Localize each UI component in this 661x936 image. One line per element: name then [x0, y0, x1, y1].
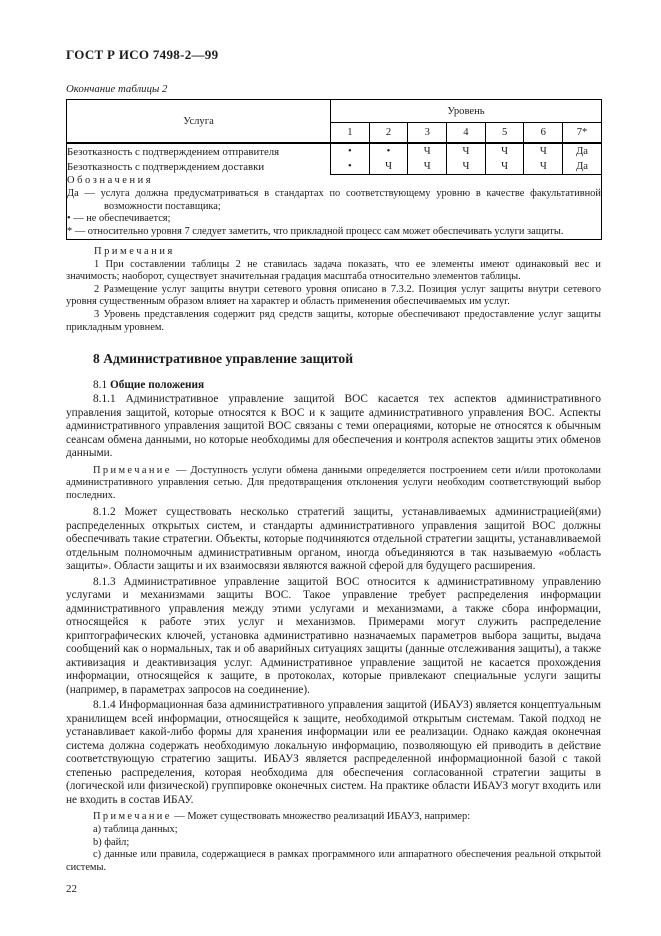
level-cell: Ч: [408, 159, 447, 175]
column-header-service: Услуга: [67, 100, 331, 144]
subsection-title: Общие положения: [109, 379, 205, 392]
page-content: [66, 0, 601, 895]
level-cell: •: [369, 143, 408, 159]
paragraph-8-1-3: 8.1.3 Административное управление защитой ВОС относится к административному управлению услугами и механизмами защиты ВОС. Такое управление требует распределения информации административного управления между этими услугами и механизмами, а также сбора информации, относящейся к работе этих услуг и механизмов. Примерами могут служить распределение криптографических ключей, установка административно назначаемых параметров выбора защиты, выдача сообщений как о нормальных, так и об аварийных ситуациях защиты (данные отслеживания защиты), а также активизация и деактивизация услуг. Административное управление защитой не касается прохождения информации, относящейся к защите, в протоколах, которые привлекают специальные услуги защиты (например, в параметрах запросов на соединение).: [66, 575, 601, 696]
level-header-7: 7*: [563, 123, 602, 144]
note-label: Примечание: [93, 811, 172, 823]
level-cell: Ч: [447, 143, 486, 159]
section-heading: 8 Административное управление защитой: [93, 351, 354, 367]
legend-symbol: *: [67, 226, 73, 238]
note-item: 3 Уровень представления содержит ряд средств защиты, которые обеспечивают предоставление услуг защиты прикладным уровнем.: [66, 308, 601, 333]
note-text: — Доступность услуги обмена данными определяется построением сети и/или протоколами административного управления сетью. Для предотвращения отклонения услуги необходим соответствующий выбор последних.: [66, 464, 601, 501]
note-item: 1 При составлении таблицы 2 не ставилась задача показать, что ее элементы имеют одинаковый вес и значимость; наоборот, существует значительная градация масштаба относительно элементов таблицы.: [66, 258, 601, 283]
notes-title: Примечания: [94, 245, 175, 257]
legend-text: — услуга должна предусматриваться в стандартах по соответствующему уровню в качестве факультативной возможности поставщика;: [84, 187, 601, 212]
legend-item: [67, 226, 601, 239]
level-cell: Ч: [408, 143, 447, 159]
level-header-2: 2: [369, 123, 408, 144]
legend-text: — не обеспечивается;: [73, 213, 171, 225]
list-item-a: a) таблица данных;: [93, 824, 178, 836]
table-row: [67, 143, 602, 159]
level-cell: Ч: [485, 159, 524, 175]
level-cell: Да: [563, 143, 602, 159]
legend-title: Обозначения: [67, 175, 154, 186]
note-list: [66, 824, 601, 874]
note-label: Примечание: [93, 464, 172, 476]
list-item-b: b) файл;: [93, 836, 130, 848]
page-number: 22: [66, 883, 77, 896]
legend-text: — относительно уровня 7 следует заметить, что прикладной процесс сам может обеспечивать услуги защиты.: [74, 226, 564, 238]
level-header-4: 4: [447, 123, 486, 144]
level-header-6: 6: [524, 123, 563, 144]
table-legend: [67, 175, 602, 240]
paragraph-8-1-2: 8.1.2 Может существовать несколько стратегий защиты, устанавливаемых администрацией(ями) распределенных открытых систем, и стандарты административного управления защитой ВОС должны обеспечивать такие стратегии. Объекты, которые подчиняются отдельной стратегии защиты, устанавливаемой отдельным полномочным административным органом, иногда объединяются в так называемую «область защиты». Области защиты и их взаимосвязи являются важной сферой для будущего расширения.: [66, 506, 601, 573]
subsection-heading: [66, 379, 601, 391]
legend-symbol: •: [67, 213, 71, 225]
note-paragraph: [66, 465, 601, 503]
service-cell: Безотказность с подтверждением доставки: [67, 160, 265, 173]
level-cell: Ч: [485, 143, 524, 159]
level-cell: •: [331, 143, 370, 159]
subsection-number: 8.1: [93, 379, 108, 392]
level-header-5: 5: [485, 123, 524, 144]
table-notes: [66, 246, 601, 334]
paragraph-8-1-4: 8.1.4 Информационная база административного управления защитой (ИБАУЗ) является концептуальным хранилищем всей информации, относящейся к защите, необходимой открытым системам. Такой подход не устанавливает какой-либо формы для хранения информации или ее реализации. Однако каждая оконечная система должна содержать необходимую локальную информацию, позволяющую ей приводить в действие соответствующую стратегию защиты. ИБАУЗ является распределенной информационной базой с такой степенью распределения, которая необходима для обеспечения согласованной стратегии защиты в (логической или физической) группировке оконечных систем. На практике области ИБАУЗ могут входить или не входить в состав ИБАУ.: [66, 699, 601, 806]
level-header-3: 3: [408, 123, 447, 144]
legend-item: [67, 213, 601, 226]
table-row: [67, 159, 602, 175]
table-header-row-1: [67, 100, 602, 123]
table-legend-row: [67, 175, 602, 240]
note-paragraph: [66, 811, 601, 824]
legend-symbol: Да: [67, 187, 79, 199]
level-cell: Да: [563, 159, 602, 175]
legend-item: [67, 188, 601, 214]
note-text: — Может существовать множество реализаций ИБАУЗ, например:: [174, 811, 471, 823]
table-caption: Окончание таблицы 2: [66, 83, 168, 95]
list-item-c: c) данные или правила, содержащиеся в рамках программного или аппаратного обеспечения реальной открытой системы.: [66, 849, 601, 873]
level-cell: Ч: [524, 143, 563, 159]
service-cell: Безотказность с подтверждением отправителя: [67, 145, 280, 158]
level-cell: Ч: [447, 159, 486, 175]
level-cell: •: [331, 159, 370, 175]
document-code-header: ГОСТ Р ИСО 7498-2—99: [66, 47, 219, 62]
level-cell: Ч: [369, 159, 408, 175]
note-item: 2 Размещение услуг защиты внутри сетевого уровня описано в 7.3.2. Позиция услуг защиты внутри сетевого уровня существенным образом влияет на характер и область применения обеспечиваемых им услуг.: [66, 283, 601, 308]
column-header-level: Уровень: [331, 100, 602, 123]
services-levels-table: [66, 99, 602, 240]
paragraph-8-1-1: 8.1.1 Административное управление защитой ВОС касается тех аспектов административного управления защитой, которые относятся к ВОС и к защите административного управления ВОС. Аспекты административного управления защитой ВОС связаны с теми операциями, которые не относятся к обычным сеансам обмена данными, но которые необходимы для обеспечения и контроля аспектов защиты этих обменов данными.: [66, 393, 601, 460]
level-header-1: 1: [331, 123, 370, 144]
level-cell: Ч: [524, 159, 563, 175]
